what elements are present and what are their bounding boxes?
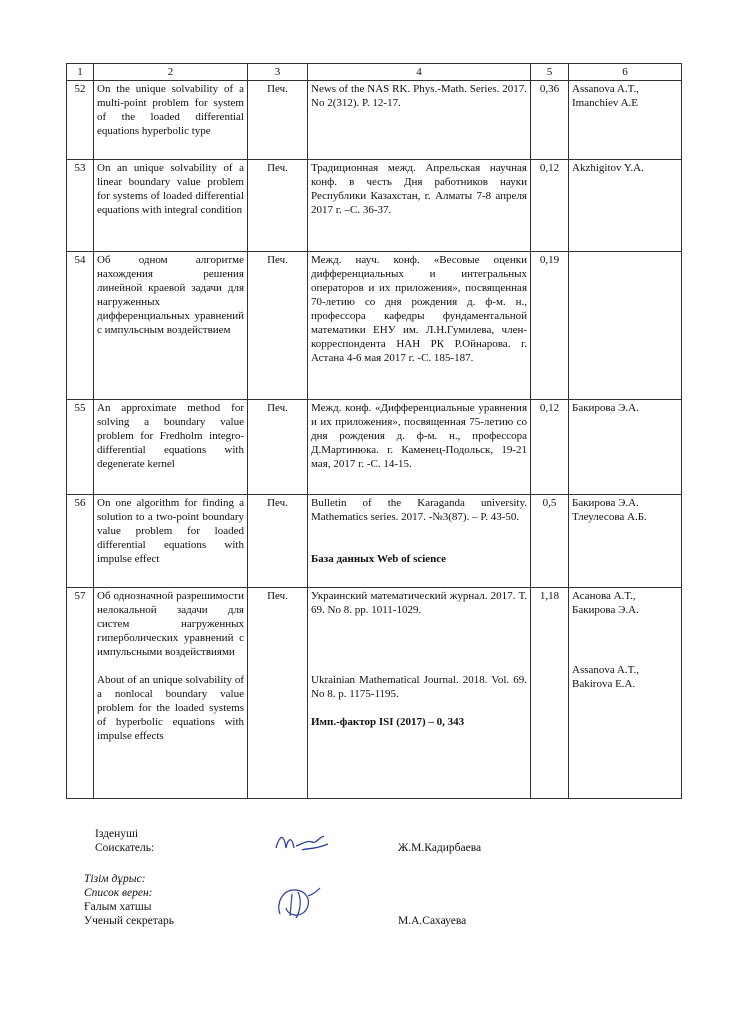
publication-source: Традиционная межд. Апрельская научная конф. в честь Дня работников науки Республики Казахстан, г. Алматы 7-8 апреля 2017 г. –С. 36-37. xyxy=(308,160,531,252)
publication-title: On the unique solvability of a multi-point problem for system of the loaded differential equations hyperbolic type xyxy=(94,81,248,160)
secretary-name: М.А.Сахауева xyxy=(398,915,467,927)
list-verified-ru: Список верен: xyxy=(84,887,153,899)
table-row xyxy=(67,400,682,495)
publication-volume: 0,5 xyxy=(531,495,569,588)
list-verified-block xyxy=(84,872,152,900)
table-row xyxy=(67,495,682,588)
coauthors xyxy=(569,252,682,400)
coauthors: Бакирова Э.А. xyxy=(569,400,682,495)
publication-source-en: Ukrainian Mathematical Journal. 2018. Vol. 69. No 8. p. 1175-1195. xyxy=(311,674,527,700)
publication-source-cell xyxy=(308,495,531,588)
publication-volume: 0,12 xyxy=(531,400,569,495)
publication-form: Печ. xyxy=(248,588,308,799)
table-header-row xyxy=(67,64,682,81)
publication-title: On one algorithm for finding a solution to a two-point boundary value problem for loaded differential equations with impulse effect xyxy=(94,495,248,588)
impact-factor-note: Имп.-фактор ISI (2017) – 0, 343 xyxy=(311,716,465,728)
header-cell: 5 xyxy=(531,64,569,81)
table-row xyxy=(67,81,682,160)
publication-source: Украинский математический журнал. 2017. Т. 69. No 8. pp. 1011-1029. xyxy=(311,590,527,616)
publication-form: Печ. xyxy=(248,400,308,495)
database-note: База данных Web of science xyxy=(311,553,447,565)
publication-form: Печ. xyxy=(248,160,308,252)
coauthors-en: Assanova A.T., Bakirova E.A. xyxy=(572,664,640,690)
coauthors: Assanova A.T., Imanchiev A.E xyxy=(569,81,682,160)
publication-volume: 0,12 xyxy=(531,160,569,252)
coauthors: Бакирова Э.А. Тлеулесова А.Б. xyxy=(569,495,682,588)
publication-title-cell xyxy=(94,588,248,799)
publication-volume: 1,18 xyxy=(531,588,569,799)
publication-source: Межд. науч. конф. «Весовые оценки дифференциальных и интегральных операторов и их приложения», посвященная 70-летию со дня рождения д. ф-м. н., профессора кафедры фундаментальной математики ЕНУ им. Л.Н.Гумилева, член-корреспондента НАН РК Р.Ойнарова. г. Астана 4-6 мая 2017 г. -С. 185-187. xyxy=(308,252,531,400)
table-row xyxy=(67,160,682,252)
coauthors: Асанова А.Т., Бакирова Э.А. xyxy=(572,590,639,616)
header-cell: 4 xyxy=(308,64,531,81)
publication-source: News of the NAS RK. Phys.-Math. Series. 2017. No 2(312). P. 12-17. xyxy=(308,81,531,160)
publication-source: Bulletin of the Karaganda university. Mathematics series. 2017. -№3(87). – P. 43-50. xyxy=(311,497,527,523)
publication-source: Межд. конф. «Дифференциальные уравнения и их приложения», посвященная 75-летию со дня рождения д. ф-м. н., профессора Д.Мартинюка. г. Каменец-Подольск, 19-21 мая, 2017 г. -С. 14-15. xyxy=(308,400,531,495)
secretary-label-ru: Ученый секретарь xyxy=(84,915,174,927)
publication-form: Печ. xyxy=(248,81,308,160)
applicant-name: Ж.М.Кадирбаева xyxy=(398,842,482,854)
header-cell: 3 xyxy=(248,64,308,81)
publication-title: On an unique solvability of a linear boundary value problem for systems of loaded differential equations with integral condition xyxy=(94,160,248,252)
applicant-label-kz: Ізденуші xyxy=(95,828,139,840)
secretary-signature xyxy=(272,882,324,922)
table-row xyxy=(67,588,682,799)
header-cell: 1 xyxy=(67,64,94,81)
coauthors-cell xyxy=(569,588,682,799)
publication-volume: 0,19 xyxy=(531,252,569,400)
applicant-signature xyxy=(272,828,332,858)
publication-title: Об одном алгоритме нахождения решения линейной краевой задачи для нагруженных дифференциальных уравнений с импульсным воздействием xyxy=(94,252,248,400)
row-number: 57 xyxy=(67,588,94,799)
row-number: 56 xyxy=(67,495,94,588)
list-verified-kz: Тізім дұрыс: xyxy=(84,873,146,885)
publication-form: Печ. xyxy=(248,252,308,400)
row-number: 53 xyxy=(67,160,94,252)
applicant-label-ru: Соискатель: xyxy=(95,842,155,854)
publication-volume: 0,36 xyxy=(531,81,569,160)
row-number: 52 xyxy=(67,81,94,160)
coauthors: Akzhigitov Y.A. xyxy=(569,160,682,252)
publication-title: An approximate method for solving a boundary value problem for Fredholm integro-differential equations with degenerate kernel xyxy=(94,400,248,495)
row-number: 55 xyxy=(67,400,94,495)
header-cell: 2 xyxy=(94,64,248,81)
table-row xyxy=(67,252,682,400)
secretary-block xyxy=(84,900,174,928)
secretary-label-kz: Ғалым хатшы xyxy=(84,901,152,913)
header-cell: 6 xyxy=(569,64,682,81)
publication-source-cell xyxy=(308,588,531,799)
applicant-block xyxy=(95,827,154,855)
publication-title-en: About of an unique solvability of a nonlocal boundary value problem for the loaded systems of hyperbolic equations with impulse effects xyxy=(97,674,244,742)
publication-title: Об однозначной разрешимости нелокальной задачи для систем нагруженных гиперболических уравнений с импульсными воздействиями xyxy=(97,590,244,658)
row-number: 54 xyxy=(67,252,94,400)
publication-form: Печ. xyxy=(248,495,308,588)
publications-table xyxy=(66,63,682,799)
